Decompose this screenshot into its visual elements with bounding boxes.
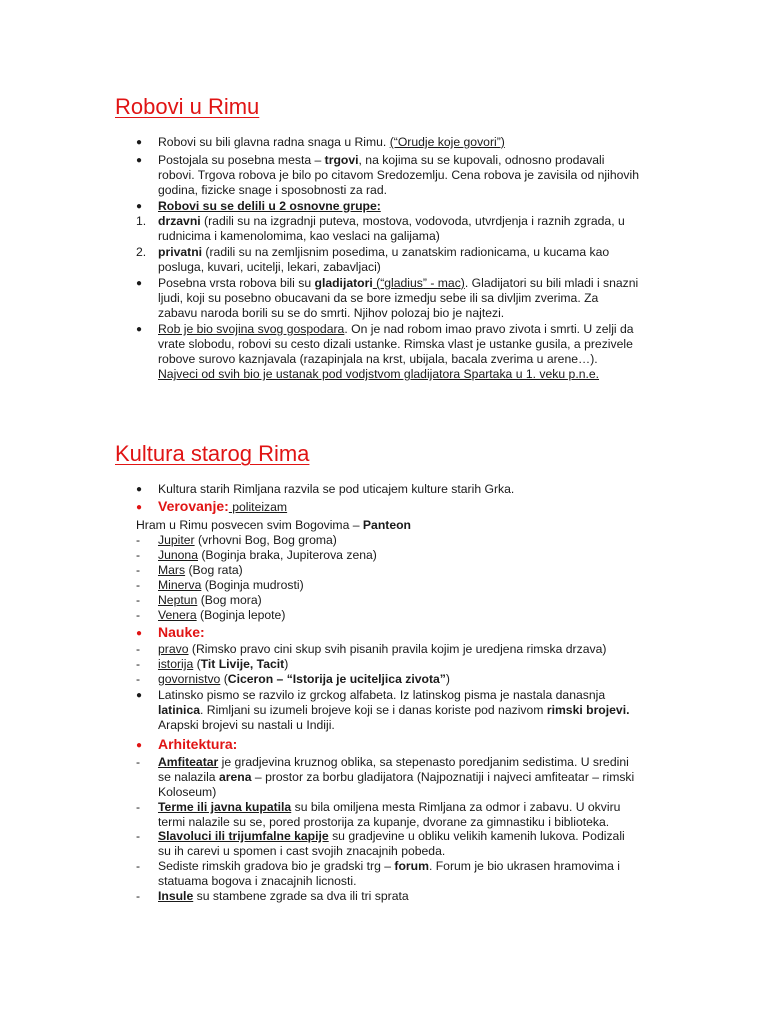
item-text: . Gladijatori su bili mladi i snazni — [464, 276, 639, 290]
item-underlined: Najveci od svih bio je ustanak pod vodjstvom gladijatora Spartaka u 1. veku p.n.e. — [158, 367, 600, 381]
science-name: pravo — [158, 642, 189, 656]
science-name: govornistvo — [158, 672, 221, 686]
arch-name: Slavoluci ili trijumfalne kapije — [158, 829, 329, 843]
item-text: robovi. Trgova robova je bilo po citavom Sredozemlju. Cena robova je zavisila od njihovih — [158, 168, 639, 182]
item-text: . Rimljani su izumeli brojeve koji se i danas koriste pod nazivom — [200, 703, 547, 717]
item-bold: rimski brojevi. — [546, 703, 630, 717]
item-text: posluga, kuvari, ucitelji, lekari, zabavljaci) — [158, 260, 381, 274]
bullet: ● — [136, 155, 143, 166]
item-text: Hram u Rimu posvecen svim Bogovima – — [136, 518, 363, 532]
bullet: ● — [136, 137, 143, 148]
bullet: ● — [136, 201, 143, 212]
item-text: Kultura starih Rimljana razvila se pod uticajem kulture starih Grka. — [158, 482, 515, 496]
item-bold: forum — [394, 859, 429, 873]
subheading-label: Verovanje: — [158, 498, 229, 514]
bullet: ● — [136, 628, 143, 639]
science-name: istorija — [158, 657, 194, 671]
item-bold: trgovi — [324, 153, 359, 167]
god-name: Jupiter — [158, 533, 195, 547]
item-text: rudnicima i kamenolomima, kao veslaci na galijama) — [158, 229, 440, 243]
god-desc: (Boginja lepote) — [196, 608, 286, 622]
bullet: ● — [136, 278, 143, 289]
item-text: robove surovo kaznjavala (razapinjala na krst, ubijala, bacala zverima u arene…). — [158, 352, 598, 366]
item-bold: Tit Livije, Tacit — [200, 657, 285, 671]
item-text: Posebna vrsta robova bili su — [158, 276, 315, 290]
item-text: Postojala su posebna mesta – — [158, 153, 325, 167]
bullet: ● — [136, 484, 143, 495]
item-text: Robovi su bili glavna radna snaga u Rimu. — [158, 135, 390, 149]
item-bold: latinica — [158, 703, 200, 717]
god-name: Minerva — [158, 578, 202, 592]
item-text: Arapski brojevi su nastali u Indiji. — [158, 718, 335, 732]
item-bold: Panteon — [362, 518, 411, 532]
item-bold: gladijatori — [314, 276, 373, 290]
item-bold: Robovi su se delili u 2 osnovne grupe: — [158, 199, 381, 213]
section-title-robovi: Robovi u Rimu — [115, 94, 260, 119]
god-name: Junona — [158, 548, 198, 562]
item-quote: (“gladius” - mac) — [372, 276, 465, 290]
arch-name: Terme ili javna kupatila — [158, 800, 292, 814]
item-text: (radili su na zemljisnim posedima, u zanatskim radionicama, u kucama kao — [202, 245, 610, 259]
item-text: , na kojima su se kupovali, odnosno prodavali — [358, 153, 605, 167]
item-bold: arena — [218, 770, 252, 784]
item-text: (radili su na izgradnji puteva, mostova, vodovoda, utvrdjenja i raznih zgrada, u — [200, 214, 625, 228]
item-underlined: Rob je bio svojina svog gospodara — [158, 322, 345, 336]
god-name: Mars — [158, 563, 186, 577]
item-text: zabavu naroda borili su se do smrti. Njihov polozaj bio je najtezi. — [158, 306, 505, 320]
item-text: Latinsko pismo se razvilo iz grckog alfabeta. Iz latinskog pisma je nastala danasnja — [158, 688, 606, 702]
section-title-kultura: Kultura starog Rima — [115, 441, 310, 466]
bullet: ● — [136, 740, 143, 751]
bullet: ● — [136, 690, 143, 701]
arch-name: Insule — [158, 889, 194, 903]
document-page: Robovi u Rimu ● Robovi su bili glavna radna snaga u Rimu. (“Orudje koje govori”) ● Postojala su posebna mesta – trgovi, na kojima su se kupovali, odnosno prodavali robovi. Trgova robova je bilo po citavom Sredozemlju. Cena robova je zavisila od njihovih godina, fizicke snage i sposobnosti za rad. ● Robovi su se delili u 2 osnovne grupe: 1. drzavni (radili su na izgradnji puteva, mostova, vodovoda, utvrdjenja i raznih zgrada, u rudnicima i kamenolomima, kao veslaci na galijama) 2. privatni (radili su na zemljisnim posedima, u zanatskim radionicama, u kucama kao posluga, kuvari, ucitelji, lekari, zabavljaci) ● Posebna vrsta robova bili su gladijatori (“gladius” - mac). Gladijatori su bili mladi i snazni ljudi, koji su posebno obucavani da se bore izmedju sebe ili sa divljim zverima. Za zabavu naroda borili su se do smrti. Njihov polozaj bio je najtezi. ● Rob je bio svojina svog gospodara. On je nad robom imao pravo zivota i smrti. U zelji da vrate slobodu, robovi su cesto dizali ustanke. Rimska vlast je ustanke gusila, a prezivele robove surovo kaznjavala (razapinjala na krst, ubijala, bacala zverima u arene…). Najveci od svih bio je ustanak pod vodjstvom gladijatora Spartaka u 1. veku p.n.e. Kultura starog Rima ● Kultura starih Rimljana razvila se pod uticajem kulture starih Grka. ● Verovanje: politeizam Hram u Rimu posvecen svim Bogovima – Panteon - Jupiter (vrhovni Bog, Bog groma) - Junona (Boginja braka, Jupiterova zena) - Mars (Bog rata) - Minerva (Boginja mudrosti) - Neptun (Bog mora) - Venera (Boginja lepote) ● Nauke: - pravo (Rimsko pravo cini skup svih pisanih pravila kojim je uredjena rimska drzava) - istorija (Tit Livije, Tacit) - govornistvo (Ciceron – “Istorija je uciteljica zivota”) ● Latinsko pismo se razvilo iz grckog alfabeta. Iz latinskog pisma je nastala danasnja latinica. Rimljani su izumeli brojeve koji se i danas koriste pod nazivom rimski brojevi. Arapski brojevi su nastali u Indiji. ● Arhitektura: - Amfiteatar je gradjevina kruznog oblika, sa stepenasto poredjanim sedistima. U sredini se nalazila arena – prostor za borbu gladijatora (Najpoznatiji i najveci amfiteatar – rimski Koloseum) - Terme ili javna kupatila su bila omiljena mesta Rimljana za odmor i zabavu. U okviru termi nalazile su se, pored prostorija za kupanje, dvorane za gimnastiku i biblioteka. - Slavoluci ili trijumfalne kapije su gradjevine u obliku velikih kamenih lukova. Podizali su ih carevi u spomen i cast svojih znacajnih pobeda. - Sediste rimskih gradova bio je gradski trg – forum. Forum je bio ukrasen hramovima i statuama bogova i znacajnih licnosti. - Insule su stambene zgrade sa dva ili tri sprata — [0, 0, 768, 1024]
subheading-value: politeizam — [228, 500, 288, 514]
item-bold: drzavni — [158, 214, 201, 228]
item-text: vrate slobodu, robovi su cesto dizali ustanke. Rimska vlast je ustanke gusila, a prezivele — [158, 337, 633, 351]
god-desc: (vrhovni Bog, Bog groma) — [194, 533, 337, 547]
bullet: ● — [136, 324, 143, 335]
item-bold: privatni — [158, 245, 203, 259]
item-quote: (“Orudje koje govori”) — [389, 135, 505, 149]
item-bold: Ciceron – “Istorija je uciteljica zivota” — [227, 672, 446, 686]
god-desc: (Boginja mudrosti) — [201, 578, 304, 592]
item-number: 2. — [136, 245, 147, 259]
arch-name: Amfiteatar — [158, 755, 219, 769]
god-name: Neptun — [158, 593, 198, 607]
item-text: godina, fizicke snage i sposobnosti za rad. — [158, 183, 387, 197]
subheading-label: Nauke: — [158, 624, 205, 640]
subheading-label: Arhitektura: — [158, 736, 238, 752]
god-name: Venera — [158, 608, 197, 622]
item-text: ljudi, koji su posebno obucavani da se bore izmedju sebe ili sa divljim zverima. Za — [158, 291, 599, 305]
bullet: ● — [136, 502, 143, 513]
god-desc: (Bog rata) — [185, 563, 243, 577]
god-desc: (Bog mora) — [197, 593, 262, 607]
item-text: . On je nad robom imao pravo zivota i smrti. U zelji da — [344, 322, 634, 336]
god-desc: (Boginja braka, Jupiterova zena) — [197, 548, 377, 562]
science-desc: (Rimsko pravo cini skup svih pisanih pravila kojim je uredjena rimska drzava) — [188, 642, 607, 656]
item-number: 1. — [136, 214, 147, 228]
